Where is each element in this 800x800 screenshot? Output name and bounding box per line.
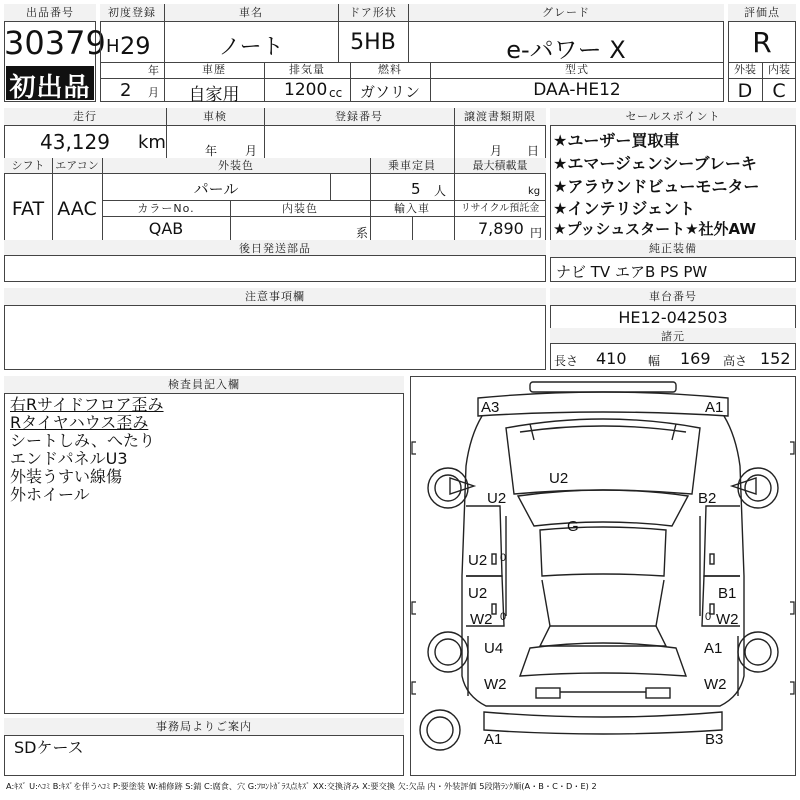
history-label: 車歴 (202, 63, 226, 76)
color-no-label: カラーNo. (137, 202, 195, 215)
mark-b3: B3 (705, 731, 724, 748)
mark-w2-left: W2 (484, 676, 507, 693)
sales-point-5: ★プッシュスタート★社外AW (553, 220, 757, 238)
inspector-note-1: 右Rサイドフロア歪み (10, 395, 164, 414)
model-label: 型式 (565, 63, 589, 76)
length: 410 (596, 349, 627, 368)
mark-g: G (567, 518, 579, 535)
ext-color: パール (193, 180, 239, 198)
shift: FAT (11, 198, 45, 220)
shift-label: シフト (11, 159, 45, 172)
genuine-equipment: ナビ TV エアB PS PW (556, 263, 708, 281)
mark-w2-right: W2 (716, 611, 739, 628)
int-color-label: 内装色 (282, 202, 318, 215)
door-type: 5HB (350, 30, 396, 55)
grade: e-パワー X (506, 36, 626, 64)
capacity: 5 (411, 180, 421, 198)
mark-u2-door2: U2 (468, 585, 488, 602)
legend-text: A:ｷｽﾞ U:ﾍｺﾐ B:ｷｽﾞを伴うﾍｺﾐ P:要塗装 W:補修跡 S:錆 C:腐食、穴 G:ﾌﾛﾝﾄｶﾞﾗｽ点ｷｽﾞ XX:交換済み X:要交換 欠:欠品 内・外装評価 5段階ﾗﾝｸ順(A・B・C・D・E) 2 (6, 781, 597, 791)
chassis-no-label: 車台番号 (649, 290, 697, 303)
office-note: SDケース (14, 738, 84, 757)
ext-color-label: 外装色 (218, 159, 254, 172)
mark-zero-2: 0 (500, 611, 507, 623)
mark-b1: B1 (718, 585, 737, 602)
lot-number: 30379 (4, 24, 106, 62)
recycle-fee: 7,890 (478, 219, 524, 238)
mark-w2-rear-right: W2 (704, 676, 727, 693)
recycle-unit: 円 (530, 226, 543, 240)
mark-u2-left-front: U2 (487, 490, 507, 507)
dims-label: 諸元 (661, 330, 685, 343)
sales-point-4: ★インテリジェント (553, 199, 696, 218)
month-unit: 月 (148, 86, 159, 99)
height-label: 高さ (723, 354, 748, 368)
lot-number-label: 出品番号 (26, 6, 74, 19)
capacity-unit: 人 (434, 184, 447, 198)
mark-a1-rear: A1 (704, 640, 723, 657)
int-grade: C (772, 80, 786, 102)
sales-point-1: ★ユーザー買取車 (553, 131, 680, 150)
car-name-label: 車名 (239, 6, 263, 19)
displacement-label: 排気量 (289, 63, 325, 76)
sales-point-3: ★アラウンドビューモニター (553, 177, 760, 196)
inspector-note-2: Rタイヤハウス歪み (10, 413, 149, 432)
car-name: ノート (218, 35, 284, 60)
first-reg-label: 初度登録 (108, 6, 156, 19)
height: 152 (760, 349, 791, 368)
mileage-unit: km (138, 132, 166, 153)
genuine-equip-label: 純正装備 (649, 242, 697, 255)
mark-zero-3: 0 (705, 611, 712, 623)
inspector-note-6: 外ホイール (10, 485, 90, 504)
model-code: DAA-HE12 (533, 80, 621, 100)
first-listing-text: 初出品 (9, 73, 91, 103)
width: 169 (680, 349, 711, 368)
inspection-year-unit: 年 (205, 144, 218, 158)
load-label: 最大積載量 (472, 159, 528, 172)
overall-score: R (752, 26, 772, 59)
ext-grade-label: 外装 (734, 63, 756, 76)
width-label: 幅 (648, 354, 661, 368)
fuel: ガソリン (359, 83, 420, 101)
history: 自家用 (188, 85, 240, 105)
inspection-label: 車検 (203, 110, 227, 123)
chassis-number: HE12-042503 (618, 308, 728, 327)
recycle-label: リサイクル預託金 (460, 203, 540, 214)
year-unit: 年 (148, 64, 159, 77)
fuel-label: 燃料 (378, 63, 402, 76)
import-label: 輸入車 (394, 202, 430, 215)
transfer-month-unit: 月 (490, 144, 503, 158)
int-color-unit: 系 (356, 226, 369, 240)
mark-u2-door1: U2 (468, 552, 488, 569)
mark-w2-door2: W2 (470, 611, 493, 628)
grade-label: グレード (542, 6, 590, 19)
displacement-unit: cc (329, 86, 343, 100)
inspector-note-5: 外装うすい線傷 (10, 467, 123, 486)
transfer-label: 譲渡書類期限 (464, 110, 536, 123)
transfer-day-unit: 日 (527, 144, 540, 158)
mark-a3: A3 (481, 399, 500, 416)
mark-zero-1: 0 (500, 552, 507, 564)
office-label: 事務局よりご案内 (156, 720, 252, 733)
int-grade-label: 内装 (768, 63, 790, 76)
load-unit: kg (528, 186, 541, 197)
length-label: 長さ (554, 354, 579, 368)
ac-label: エアコン (55, 159, 99, 172)
ac: AAC (57, 198, 97, 220)
displacement: 1200 (284, 80, 328, 100)
capacity-label: 乗車定員 (388, 159, 436, 172)
score-label: 評価点 (744, 6, 780, 19)
inspector-note-3: シートしみ、へたり (10, 431, 155, 450)
inspection-month-unit: 月 (245, 144, 258, 158)
ext-grade: D (737, 80, 753, 102)
era: H (106, 36, 120, 57)
inspector-label: 検査員記入欄 (168, 378, 240, 391)
reg-month: 2 (120, 80, 132, 101)
mark-a1-bottom: A1 (484, 731, 503, 748)
sales-point-2: ★エマージェンシーブレーキ (553, 154, 757, 173)
notes-label: 注意事項欄 (245, 290, 305, 303)
reg-year: 29 (120, 32, 151, 60)
mileage: 43,129 (40, 130, 110, 154)
mark-u2-roof: U2 (549, 470, 569, 487)
sales-points-label: セールスポイント (625, 110, 721, 123)
door-label: ドア形状 (349, 6, 397, 19)
mark-a1-front: A1 (705, 399, 724, 416)
mark-u4: U4 (484, 640, 504, 657)
reg-no-label: 登録番号 (335, 110, 383, 123)
car-outline-diagram (410, 376, 796, 776)
inspector-note-4: エンドパネルU3 (10, 449, 128, 468)
later-parts-label: 後日発送部品 (239, 242, 311, 255)
mark-b2: B2 (698, 490, 717, 507)
mileage-label: 走行 (73, 110, 97, 123)
color-no: QAB (148, 219, 184, 238)
